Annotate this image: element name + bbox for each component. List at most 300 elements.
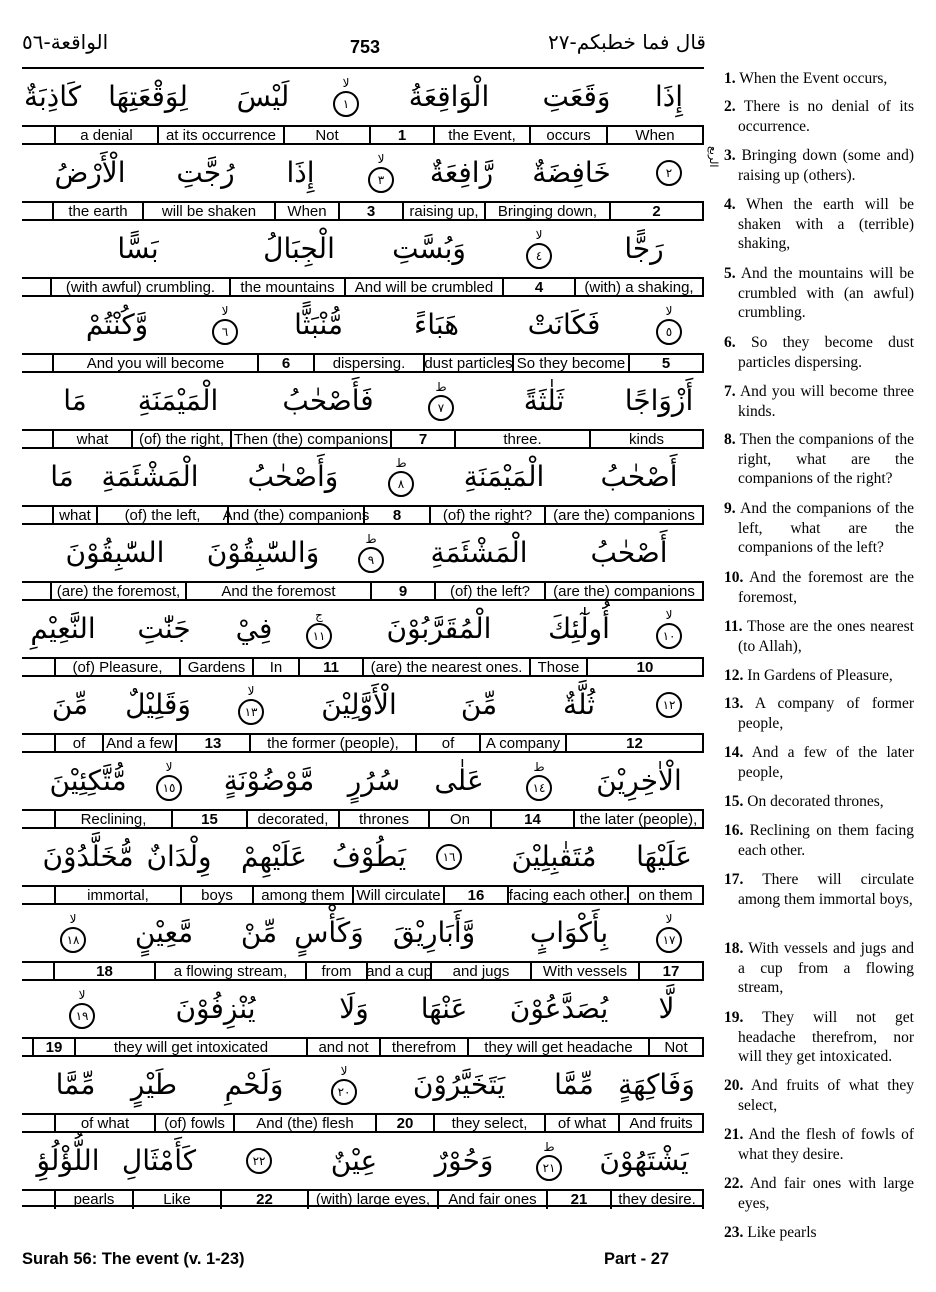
verse-end-marker [309, 1057, 379, 1113]
translation-item [724, 146, 914, 185]
arabic-word: وَالسّٰبِقُوْنَ [206, 536, 320, 569]
arabic-word: مَّعِيْنٍ [134, 916, 194, 949]
arabic-word: عَنْهَا [420, 992, 468, 1025]
arabic-word: مَا [50, 460, 74, 493]
gloss-cell: Gardens [179, 659, 254, 677]
ayah-number-circle: ٢٠ [331, 1079, 357, 1105]
arabic-word: مِّنَ [460, 688, 498, 721]
arabic-word: مِّنْ [240, 916, 278, 949]
verse-number-cell: 13 [175, 735, 251, 753]
gloss-cell: (with awful) crumbling. [50, 279, 231, 297]
gloss-cell: the earth [52, 203, 144, 221]
pause-sign: ط [365, 532, 377, 546]
gloss-cell: what [52, 507, 98, 525]
arabic-word: مِّمَّا [554, 1068, 594, 1101]
gloss-cell: the Event, [433, 127, 531, 145]
gloss-cell: (are the) companions [544, 507, 704, 525]
translation-text: There is no denial of its occurrence. [735, 98, 914, 135]
translation-number: 10. [724, 569, 744, 586]
arabic-word: مُّتَّكِئِيْنَ [49, 764, 127, 797]
arabic-word: الْأَوَّلِيْنَ [321, 688, 397, 721]
arabic-word: الْمَيْمَنَةِ [137, 384, 219, 417]
translation-text: Reclining on them facing each other. [738, 822, 914, 859]
verse-end-marker [284, 601, 354, 657]
arabic-word: رَّافِعَةٌ [429, 156, 494, 189]
arabic-word: مِّمَّا [55, 1068, 96, 1101]
arabic-word: مُّخَلَّدُوْنَ [42, 840, 134, 873]
arabic-word: مُّنْبَثًّا [294, 308, 343, 341]
arabic-word: وَلَحْمِ [224, 1068, 284, 1101]
surah-footer: Surah 56: The event (v. 1-23) [22, 1250, 245, 1268]
pause-sign: لا [665, 608, 673, 622]
gloss-cell: a denial [54, 127, 159, 145]
pause-sign: لا [340, 1064, 348, 1078]
english-gloss-line [22, 1189, 704, 1209]
gloss-cell: dispersing. [313, 355, 425, 373]
verse-end-marker [408, 373, 474, 429]
translation-text: And the companions of the left, what are the companions of the left? [735, 500, 914, 557]
gloss-cell: And a few [102, 735, 177, 753]
english-gloss-line [22, 885, 704, 905]
gloss-cell: Not [648, 1039, 704, 1057]
gloss-cell: and not [306, 1039, 381, 1057]
arabic-line [22, 221, 704, 277]
arabic-word: وَقَعَتِ [542, 80, 611, 113]
english-gloss-line [22, 277, 704, 297]
gloss-cell: they desire. [610, 1191, 704, 1209]
ayah-number-circle: ٢ [656, 160, 682, 186]
verse-end-marker [634, 905, 704, 961]
arabic-word: لَّا [658, 992, 675, 1025]
translation-item [724, 264, 914, 323]
arabic-word: كَاذِبَةٌ [23, 80, 82, 113]
gloss-cell: (of) the right, [131, 431, 232, 449]
verse-number-cell: 16 [443, 887, 509, 905]
verse-row [22, 675, 704, 751]
gloss-cell: therefrom [379, 1039, 469, 1057]
gloss-cell: (of) the right? [429, 507, 546, 525]
gloss-cell: Like [132, 1191, 222, 1209]
translation-number: 18. [724, 940, 744, 957]
pause-sign: ط [435, 380, 447, 394]
translation-item [724, 666, 914, 686]
translation-number: 6. [724, 334, 736, 351]
gloss-cell: When [274, 203, 340, 221]
arabic-word: اللُّؤْلُؤِ [36, 1144, 100, 1177]
arabic-line [22, 297, 704, 353]
gloss-cell: And (the) flesh [233, 1115, 377, 1133]
verse-row [22, 219, 704, 295]
verse-number-cell: 1 [369, 127, 435, 145]
translation-text: When the Event occurs, [735, 70, 888, 87]
verse-row [22, 751, 704, 827]
ayah-number-circle: ١٨ [60, 927, 86, 953]
verse-end-marker [42, 905, 104, 961]
gloss-cell: (with) large eyes, [307, 1191, 439, 1209]
arabic-word: أَصْحٰبُ [600, 460, 678, 493]
ayah-number-circle: ١٣ [238, 699, 264, 725]
translation-number: 2. [724, 98, 736, 115]
translation-item [724, 1223, 914, 1243]
gloss-cell: (are) the foremost, [50, 583, 187, 601]
arabic-line [22, 145, 704, 201]
arabic-word: وَلَا [339, 992, 369, 1025]
english-gloss-line [22, 1113, 704, 1133]
gloss-cell: Those [529, 659, 588, 677]
pause-sign: ط [533, 760, 545, 774]
arabic-line [22, 829, 704, 885]
translation-number: 15. [724, 793, 744, 810]
verse-number-cell: 8 [363, 507, 431, 525]
arabic-word: الْاٰخِرِيْنَ [596, 764, 682, 797]
translation-item [724, 617, 914, 656]
verse-number-cell: 5 [628, 355, 704, 373]
pause-sign: لا [377, 152, 385, 166]
translation-number: 17. [724, 871, 744, 888]
verse-end-marker [414, 829, 484, 885]
translation-text: And the flesh of fowls of what they desire. [738, 1126, 914, 1163]
arabic-word: الْمُقَرَّبُوْنَ [386, 612, 492, 645]
arabic-word: فَأَصْحٰبُ [282, 384, 374, 417]
quarter-mark: الربع [707, 146, 720, 168]
gloss-cell: (are) the nearest ones. [362, 659, 531, 677]
arabic-word: الْجِبَالُ [263, 232, 335, 265]
arabic-word: لَيْسَ [236, 80, 290, 113]
verse-number-cell: 2 [609, 203, 704, 221]
translation-text: Those are the ones nearest (to Allah), [738, 618, 914, 655]
arabic-word: عَلَيْهَا [636, 840, 692, 873]
gloss-cell: and jugs [430, 963, 532, 981]
gloss-cell: (of) fowls [154, 1115, 235, 1133]
pause-sign: لا [535, 228, 543, 242]
verse-number-cell: 19 [32, 1039, 76, 1057]
ayah-number-circle: ١٦ [436, 844, 462, 870]
gloss-cell: With vessels [530, 963, 640, 981]
part-footer: Part - 27 [604, 1250, 670, 1268]
arabic-line [22, 905, 704, 961]
gloss-cell: dust particles [424, 355, 513, 372]
verse-number-cell: 15 [171, 811, 248, 829]
english-gloss-line [22, 581, 704, 601]
translation-text: Then the companions of the right, what are the companions of the right? [735, 431, 914, 488]
verse-number-cell: 9 [370, 583, 436, 601]
ayah-number-circle: ٥ [656, 319, 682, 345]
gloss-cell: Then (the) companions [230, 431, 392, 449]
gloss-cell: from [305, 963, 368, 981]
arabic-word: بِأَكْوَابٍ [529, 916, 609, 949]
english-gloss-line [22, 353, 704, 373]
arabic-word: السّٰبِقُوْنَ [65, 536, 165, 569]
gloss-cell: at its occurrence [157, 127, 285, 145]
english-gloss-line [22, 1037, 704, 1057]
arabic-word: وَّأَبَارِيْقَ [392, 916, 476, 949]
translation-item [724, 568, 914, 607]
ayah-number-circle: ٦ [212, 319, 238, 345]
translation-item [724, 333, 914, 372]
gloss-cell: immortal, [54, 887, 182, 905]
arabic-word: أُولٰٓئِكَ [548, 612, 610, 645]
translation-item [724, 1008, 914, 1067]
gloss-cell: And fruits [618, 1115, 704, 1133]
arabic-word: إِذَا [654, 80, 684, 113]
translation-text: They will not get headache therefrom, nor will they get intoxicated. [738, 1009, 914, 1066]
arabic-word: هَبَاءً [414, 308, 459, 341]
arabic-word: وَحُوْرٌ [434, 1144, 494, 1177]
arabic-word: الْمَشْئَمَةِ [430, 536, 528, 569]
page-number: 753 [349, 37, 381, 57]
arabic-line [22, 1133, 704, 1189]
gloss-cell: Will circulate [352, 887, 445, 905]
verse-row [22, 523, 704, 599]
arabic-word: الْأَرْضُ [54, 156, 126, 189]
arabic-word: أَزْوَاجًا [624, 384, 694, 417]
translation-number: 7. [724, 383, 736, 400]
arabic-word: الْمَيْمَنَةِ [463, 460, 545, 493]
gloss-cell: So they become [512, 355, 630, 373]
gloss-cell: On [428, 811, 492, 829]
translation-text: And you will become three kinds. [735, 383, 914, 420]
gloss-cell: pearls [54, 1191, 134, 1209]
translation-number: 12. [724, 667, 744, 684]
translation-item [724, 430, 914, 489]
verse-number-cell: 3 [338, 203, 404, 221]
ayah-number-circle: ٩ [358, 547, 384, 573]
translation-text: And fruits of what they select, [738, 1077, 914, 1114]
gloss-cell: facing each other. [508, 887, 628, 904]
arabic-line [22, 981, 704, 1037]
verse-end-marker [192, 297, 258, 353]
translation-item [724, 1076, 914, 1115]
surah-header: الواقعة-٥٦ [22, 30, 109, 54]
arabic-word: مَّوْضُوْنَةٍ [223, 764, 315, 797]
arabic-line [22, 525, 704, 581]
gloss-cell: a flowing stream, [154, 963, 307, 981]
translation-number: 9. [724, 500, 736, 517]
translation-number: 21. [724, 1126, 744, 1143]
gloss-cell: (with) a shaking, [574, 279, 704, 297]
pause-sign: ط [543, 1140, 555, 1154]
translation-text: A company of former people, [738, 695, 914, 732]
verse-number-cell: 21 [546, 1191, 612, 1209]
gloss-cell: three. [454, 431, 591, 449]
verse-row [22, 447, 704, 523]
ayah-number-circle: ٧ [428, 395, 454, 421]
translation-number: 16. [724, 822, 744, 839]
ayah-number-circle: ١١ [306, 623, 332, 649]
arabic-word: مُتَقٰبِلِيْنَ [511, 840, 597, 873]
arabic-word: كَأَمْثَالِ [121, 1144, 197, 1177]
verse-end-marker [634, 601, 704, 657]
english-gloss-line [22, 505, 704, 525]
gloss-cell: (of) Pleasure, [54, 659, 181, 677]
gloss-cell: And you will become [52, 355, 259, 373]
arabic-word: أَصْحٰبُ [590, 536, 668, 569]
juz-header: قال فما خطبكم-٢٧ [548, 30, 706, 54]
translation-item [724, 69, 914, 89]
verse-number-cell: 22 [220, 1191, 309, 1209]
arabic-line [22, 373, 704, 429]
gloss-cell: will be shaken [142, 203, 276, 221]
verse-number-cell: 12 [565, 735, 704, 753]
gloss-cell: In [252, 659, 300, 677]
verse-end-marker [348, 145, 414, 201]
verse-row [22, 67, 704, 143]
gloss-cell: they will get headache [467, 1039, 650, 1057]
gloss-cell: and a cup [366, 963, 432, 980]
gloss-cell: occurs [529, 127, 608, 145]
pause-sign: ط [395, 456, 407, 470]
gloss-cell: what [52, 431, 133, 449]
arabic-line [22, 601, 704, 657]
arabic-word: وَأَصْحٰبُ [247, 460, 339, 493]
gloss-cell: of [54, 735, 104, 753]
verse-number-cell: 11 [298, 659, 364, 677]
arabic-word: مَا [63, 384, 87, 417]
english-gloss-line [22, 657, 704, 677]
translation-text: And the mountains will be crumbled with (an awful) crumbling. [735, 265, 914, 322]
arabic-line [22, 69, 704, 125]
verse-end-marker [504, 753, 574, 809]
gloss-cell: Reclining, [54, 811, 173, 829]
translation-item [724, 870, 914, 909]
arabic-word: وَقَلِيْلٌ [125, 688, 191, 721]
verse-end-marker [634, 677, 704, 733]
arabic-word: النَّعِيْمِ [30, 612, 96, 645]
ayah-number-circle: ١٠ [656, 623, 682, 649]
arabic-word: سُرُرٍ [347, 764, 401, 797]
verse-row [22, 295, 704, 371]
translation-number: 20. [724, 1077, 744, 1094]
arabic-line [22, 449, 704, 505]
gloss-cell: raising up, [402, 203, 486, 221]
arabic-word: رَجًّا [624, 232, 664, 265]
ayah-number-circle: ١ [333, 91, 359, 117]
ayah-number-circle: ٢٢ [246, 1148, 272, 1174]
pause-sign: لا [78, 988, 86, 1002]
gloss-cell: (are the) companions [544, 583, 704, 601]
ayah-number-circle: ٢١ [536, 1155, 562, 1181]
gloss-cell: they select, [433, 1115, 546, 1133]
gloss-cell: kinds [589, 431, 704, 449]
arabic-word: بَسًّا [117, 232, 159, 265]
translation-text: There will circulate among them immortal boys, [738, 871, 914, 908]
verse-row [22, 979, 704, 1055]
translation-text: So they become dust particles dispersing. [735, 334, 914, 371]
verse-row [22, 827, 704, 903]
arabic-word: الْمَشْئَمَةِ [101, 460, 199, 493]
verse-row [22, 903, 704, 979]
gloss-cell: of what [54, 1115, 156, 1133]
verse-end-marker [218, 677, 284, 733]
arabic-word: وَكَأْسٍ [294, 916, 364, 949]
translation-number: 4. [724, 196, 736, 213]
translation-item [724, 499, 914, 558]
gloss-cell: And will be crumbled [344, 279, 504, 297]
gloss-cell: And fair ones [437, 1191, 548, 1209]
arabic-word: عَلَيْهِمْ [241, 840, 307, 873]
translation-item [724, 382, 914, 421]
gloss-cell: the former (people), [249, 735, 417, 753]
english-gloss-line [22, 201, 704, 221]
translation-text: Bringing down (some and) raising up (others). [735, 147, 914, 184]
pause-sign: لا [165, 760, 173, 774]
verse-row [22, 371, 704, 447]
ayah-number-circle: ٤ [526, 243, 552, 269]
translation-item [724, 1174, 914, 1213]
translation-number: 19. [724, 1009, 744, 1026]
ayah-number-circle: ١٤ [526, 775, 552, 801]
arabic-word: فِيْ [235, 612, 273, 645]
translation-text: And fair ones with large eyes, [738, 1175, 914, 1212]
arabic-word: وَبُسَّتِ [392, 232, 466, 265]
verse-number-cell: 14 [490, 811, 575, 829]
verse-number-cell: 7 [390, 431, 456, 449]
pause-sign: لا [342, 76, 350, 90]
translation-text: And a few of the later people, [738, 744, 914, 781]
translation-item [724, 195, 914, 254]
pause-sign: لا [665, 304, 673, 318]
gloss-cell: on them [627, 887, 704, 905]
translation-number: 8. [724, 431, 736, 448]
arabic-word: جَنّٰتِ [137, 612, 191, 645]
translation-text: And the foremost are the foremost, [738, 569, 914, 606]
arabic-word: عَلٰى [434, 764, 484, 797]
gloss-cell: And the foremost [185, 583, 372, 601]
arabic-word: يُصَدَّعُوْنَ [509, 992, 609, 1025]
translation-text: Like pearls [743, 1224, 817, 1241]
verse-end-marker [368, 449, 434, 505]
translation-item [724, 743, 914, 782]
arabic-word: إِذَا [286, 156, 315, 189]
verse-end-marker [634, 297, 704, 353]
ayah-number-circle: ٣ [368, 167, 394, 193]
pause-sign: لا [221, 304, 229, 318]
gloss-cell: they will get intoxicated [74, 1039, 308, 1057]
verse-end-marker [338, 525, 404, 581]
verse-end-marker [313, 69, 379, 125]
gloss-cell: among them [252, 887, 354, 905]
arabic-word: يَتَخَيَّرُوْنَ [412, 1068, 506, 1101]
verse-end-marker [224, 1133, 294, 1189]
translation-item [724, 694, 914, 733]
gloss-cell: (of) the left, [96, 507, 229, 525]
verse-end-marker [134, 753, 204, 809]
translation-item [724, 792, 914, 812]
verse-end-marker [494, 221, 584, 277]
english-gloss-line [22, 429, 704, 449]
gloss-cell: of what [544, 1115, 620, 1133]
ayah-number-circle: ١٩ [69, 1003, 95, 1029]
english-gloss-line [22, 961, 704, 981]
arabic-line [22, 1057, 704, 1113]
verse-number-cell: 4 [502, 279, 576, 297]
arabic-word: يَشْتَهُوْنَ [599, 1144, 689, 1177]
verse-end-marker [634, 145, 704, 201]
arabic-word: يُنْزِفُوْنَ [175, 992, 256, 1025]
english-gloss-line [22, 125, 704, 145]
verse-end-marker [514, 1133, 584, 1189]
arabic-word: عِيْنٌ [330, 1144, 378, 1177]
verse-number-cell: 20 [375, 1115, 435, 1133]
gloss-cell: Not [283, 127, 371, 145]
arabic-word: وِلْدَانٌ [146, 840, 212, 873]
pause-sign: ج [315, 608, 323, 622]
verse-end-marker [42, 981, 122, 1037]
gloss-cell: A company [479, 735, 567, 753]
gloss-cell: (of) the left? [434, 583, 546, 601]
translation-item [724, 1125, 914, 1164]
gloss-cell: decorated, [246, 811, 340, 829]
